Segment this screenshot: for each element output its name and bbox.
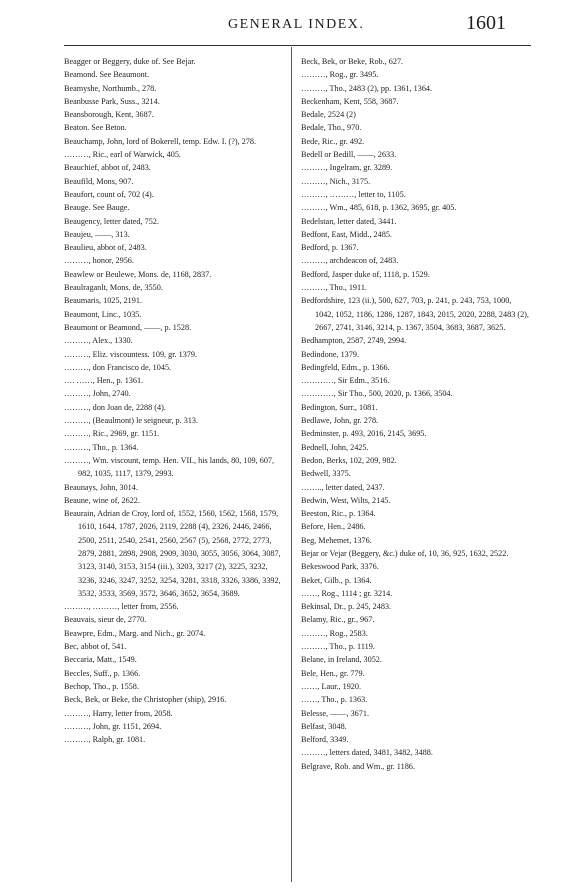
index-entry: ………, John, gr. 1151, 2694. xyxy=(64,721,162,731)
header-rule xyxy=(64,45,531,46)
index-column-left xyxy=(64,55,286,746)
index-entry: Belesse, ——, 3671. xyxy=(301,708,369,718)
index-entry: ………, Wm., 485, 618, p. 1362, 3695, gr. 405. xyxy=(301,203,457,213)
index-entry: Bedlawe, John, gr. 278. xyxy=(301,416,379,426)
index-entry: Beck, Bek, or Beke, the Christopher (ship), 2916. xyxy=(64,695,227,705)
index-entry: Beauchamp, John, lord of Bokerell, temp. Edw. I. (?), 278. xyxy=(64,136,257,146)
index-entry: …………, Sir Edm., 3516. xyxy=(301,376,390,386)
index-entry: Beaumont or Beamond, ——, p. 1528. xyxy=(64,322,192,332)
index-entry: Bedfont, East, Midd., 2485. xyxy=(301,229,392,239)
index-entry: Beaurain, Adrian de Croy, lord of, 1552, 1560, 1562, 1568, 1579, 1610, 1644, 1787, 2026, 2119, 2288 (4), 2326, 2446, 2466, 2500, 2511, 2540, 2541, 2560, 2567 (5), 2568, 2772, 2773, 2879, 2881, 2898, 2908, 2909, 3030, 3055, 3056, 3064, 3087, 3123, 3140, 3153, 3154 (iii.), 3203, 3217 (2), 3225, 3232, 3236, 3246, 3247, 3252, 3254, 3281, 3318, 3326, 3386, 3392, 3532, 3533, 3569, 3572, 3646, 3652, 3654, 3689. xyxy=(64,509,281,598)
index-entry: Belfast, 3048. xyxy=(301,721,347,731)
index-entry: Beansborough, Kent, 3687. xyxy=(64,110,154,120)
index-entry: Bedwell, 3375. xyxy=(301,469,351,479)
index-entry: ………, Eliz. viscountess. 109, gr. 1379. xyxy=(64,349,198,359)
index-column-right xyxy=(301,55,531,773)
index-entry: Beamyshe, Northumb., 278. xyxy=(64,83,157,93)
index-entry: Belamy, Ric., gr., 967. xyxy=(301,615,375,625)
index-entry: ………, (Beaulmont) le seigneur, p. 313. xyxy=(64,416,199,426)
index-entry: ………, Tho., 2483 (2), pp. 1361, 1364. xyxy=(301,83,433,93)
index-entry: Beck, Bek, or Beke, Rob., 627. xyxy=(301,57,404,66)
index-entry: Beaumont, Linc., 1035. xyxy=(64,309,142,319)
index-entry: Bedington, Surr., 1081. xyxy=(301,402,378,412)
index-entry: Beaufort, count of, 702 (4). xyxy=(64,189,154,199)
index-entry: ………, Tho., p. 1119. xyxy=(301,642,375,652)
index-entry: Beauchief, abbot of, 2483. xyxy=(64,163,151,173)
index-entry: Bedfordshire, 123 (ii.), 500, 627, 703, p. 241, p. 243, 753, 1000, 1042, 1052, 1186, 1286, 1287, 1843, 2015, 2020, 2288, 2483 (2), 2667, 2741, 3146, 3214, p. 1367, 3504, 3683, 3687, 3625. xyxy=(301,296,529,332)
index-entry: ………, Ralph, gr. 1081. xyxy=(64,735,146,745)
index-entry: Bedminster, p. 493, 2016, 2145, 3695. xyxy=(301,429,427,439)
index-entry: Bede, Ric., gr. 492. xyxy=(301,136,365,146)
index-entry: Beawpre, Edm., Marg. and Nich., gr. 2074. xyxy=(64,628,206,638)
index-entry: Beckenham, Kent, 558, 3687. xyxy=(301,96,399,106)
page-number: 1601 xyxy=(466,12,506,34)
index-entry: Beagger or Beggery, duke of. See Bejar. xyxy=(64,57,196,66)
index-entry: …. ……, Hen., p. 1361. xyxy=(64,376,144,386)
index-entry: Beaufild, Mons, 907. xyxy=(64,176,134,186)
index-entry: Bele, Hen., gr. 779. xyxy=(301,668,365,678)
index-entry: Bekinsal, Dr., p. 245, 2483. xyxy=(301,602,392,612)
column-divider xyxy=(291,47,292,882)
index-entry: ………, Ingelram, gr. 3289. xyxy=(301,163,393,173)
index-entry: Bedwin, West, Wilts, 2145. xyxy=(301,495,391,505)
index-entry: Bekeswood Park, 3376. xyxy=(301,562,379,572)
index-entry: ………, Tho., 1911. xyxy=(301,283,367,293)
page-header xyxy=(0,8,567,36)
index-entry: Beaton. See Beton. xyxy=(64,123,127,133)
index-entry: ………, Ric., earl of Warwick, 405. xyxy=(64,150,181,160)
index-entry: ………, Alex., 1330. xyxy=(64,336,133,346)
index-entry: ………, Wm. viscount, temp. Hen. VII., his lands, 80, 109, 607, 982, 1035, 1117, 1379, 2993. xyxy=(64,455,275,479)
index-entry: ………, don Joan de, 2288 (4). xyxy=(64,402,166,412)
index-entry: Beaulraganlt, Mons. de, 3550. xyxy=(64,283,163,293)
index-entry: Beaune, wine of, 2622. xyxy=(64,495,140,505)
index-entry: ………, Rog., gr. 3495. xyxy=(301,70,379,80)
index-entry: ………, honor, 2956. xyxy=(64,256,134,266)
index-entry: …………, Sir Tho., 500, 2020, p. 1366, 3504. xyxy=(301,389,453,399)
index-entry: Bedindone, 1379. xyxy=(301,349,359,359)
index-entry: Bednell, John, 2425. xyxy=(301,442,369,452)
index-entry: Beamond. See Beaumont. xyxy=(64,70,150,80)
index-entry: Bedingfeld, Edm., p. 1366. xyxy=(301,362,390,372)
index-entry: Bedon, Berks, 102, 209, 982. xyxy=(301,455,397,465)
index-entry: Bedford, p. 1367. xyxy=(301,243,359,253)
index-entry: Beg, Mehemet, 1376. xyxy=(301,535,372,545)
index-entry: ………, don Francisco de, 1045. xyxy=(64,362,172,372)
index-entry: ………, Tho., p. 1364. xyxy=(64,442,139,452)
index-entry: ………, ………, letter to, 1105. xyxy=(301,189,406,199)
index-entry: Bedhampton, 2587, 2749, 2994. xyxy=(301,336,407,346)
index-entry: Beanbusse Park, Suss., 3214. xyxy=(64,96,160,106)
index-entry: Beccaria, Matt., 1549. xyxy=(64,655,137,665)
index-entry: ……, Tho., p. 1363. xyxy=(301,695,368,705)
index-entry: Belford, 3349. xyxy=(301,735,349,745)
index-entry: ………, letters dated, 3481, 3482, 3488. xyxy=(301,748,433,758)
index-entry: Beaulieu, abbot of, 2483. xyxy=(64,243,147,253)
index-entry: Beauvais, sieur de, 2770. xyxy=(64,615,147,625)
index-entry: ………, Nich., 3175. xyxy=(301,176,371,186)
index-entry: Beaunays, John, 3014. xyxy=(64,482,138,492)
index-entry: ………, Harry, letter from, 2058. xyxy=(64,708,173,718)
index-entry: Bedelstan, letter dated, 3441. xyxy=(301,216,397,226)
page-title: GENERAL INDEX. xyxy=(228,17,365,32)
index-entry: Before, Hen., 2486. xyxy=(301,522,366,532)
index-entry: ………, Rog., 2583. xyxy=(301,628,368,638)
index-entry: …….., letter dated, 2437. xyxy=(301,482,385,492)
index-entry: Bedell or Bedill, ——, 2633. xyxy=(301,150,397,160)
index-entry: Bejar or Vejar (Beggery, &c.) duke of, 10, 36, 925, 1632, 2522. xyxy=(301,548,509,558)
index-entry: Beaumaris, 1025, 2191. xyxy=(64,296,142,306)
index-entry: Belgrave, Rob. and Wm., gr. 1186. xyxy=(301,761,415,771)
index-entry: Bechop, Tho., p. 1558. xyxy=(64,681,139,691)
index-entry: Beccles, Suff., p. 1366. xyxy=(64,668,141,678)
index-entry: Bec, abbot of, 541. xyxy=(64,642,127,652)
index-entry: Bedale, Tho., 970. xyxy=(301,123,362,133)
index-entry: Bedale, 2524 (2) xyxy=(301,110,356,120)
watermark-left xyxy=(30,422,62,449)
index-entry: Bedford, Jasper duke of, 1118, p. 1529. xyxy=(301,269,430,279)
index-entry: Belane, in Ireland, 3052. xyxy=(301,655,382,665)
index-entry: ………, John, 2740. xyxy=(64,389,131,399)
index-entry: Beket, Gilb., p. 1364. xyxy=(301,575,372,585)
index-entry: ……, Rog., 1114 ; gr. 3214. xyxy=(301,588,393,598)
index-entry: ………, archdeacon of, 2483. xyxy=(301,256,399,266)
index-entry: Beauge. See Bauge. xyxy=(64,203,130,213)
index-entry: ……, Laur., 1920. xyxy=(301,681,362,691)
index-entry: Beaugency, letter dated, 752. xyxy=(64,216,159,226)
index-entry: Beaujeu, ——, 313. xyxy=(64,229,130,239)
index-entry: ………, Ric., 2969, gr. 1151. xyxy=(64,429,160,439)
index-entry: Beawlew or Beulewe, Mons. de, 1168, 2837. xyxy=(64,269,212,279)
index-entry: ………, ………, letter from, 2556. xyxy=(64,602,179,612)
index-entry: Beeston, Ric., p. 1364. xyxy=(301,509,376,519)
